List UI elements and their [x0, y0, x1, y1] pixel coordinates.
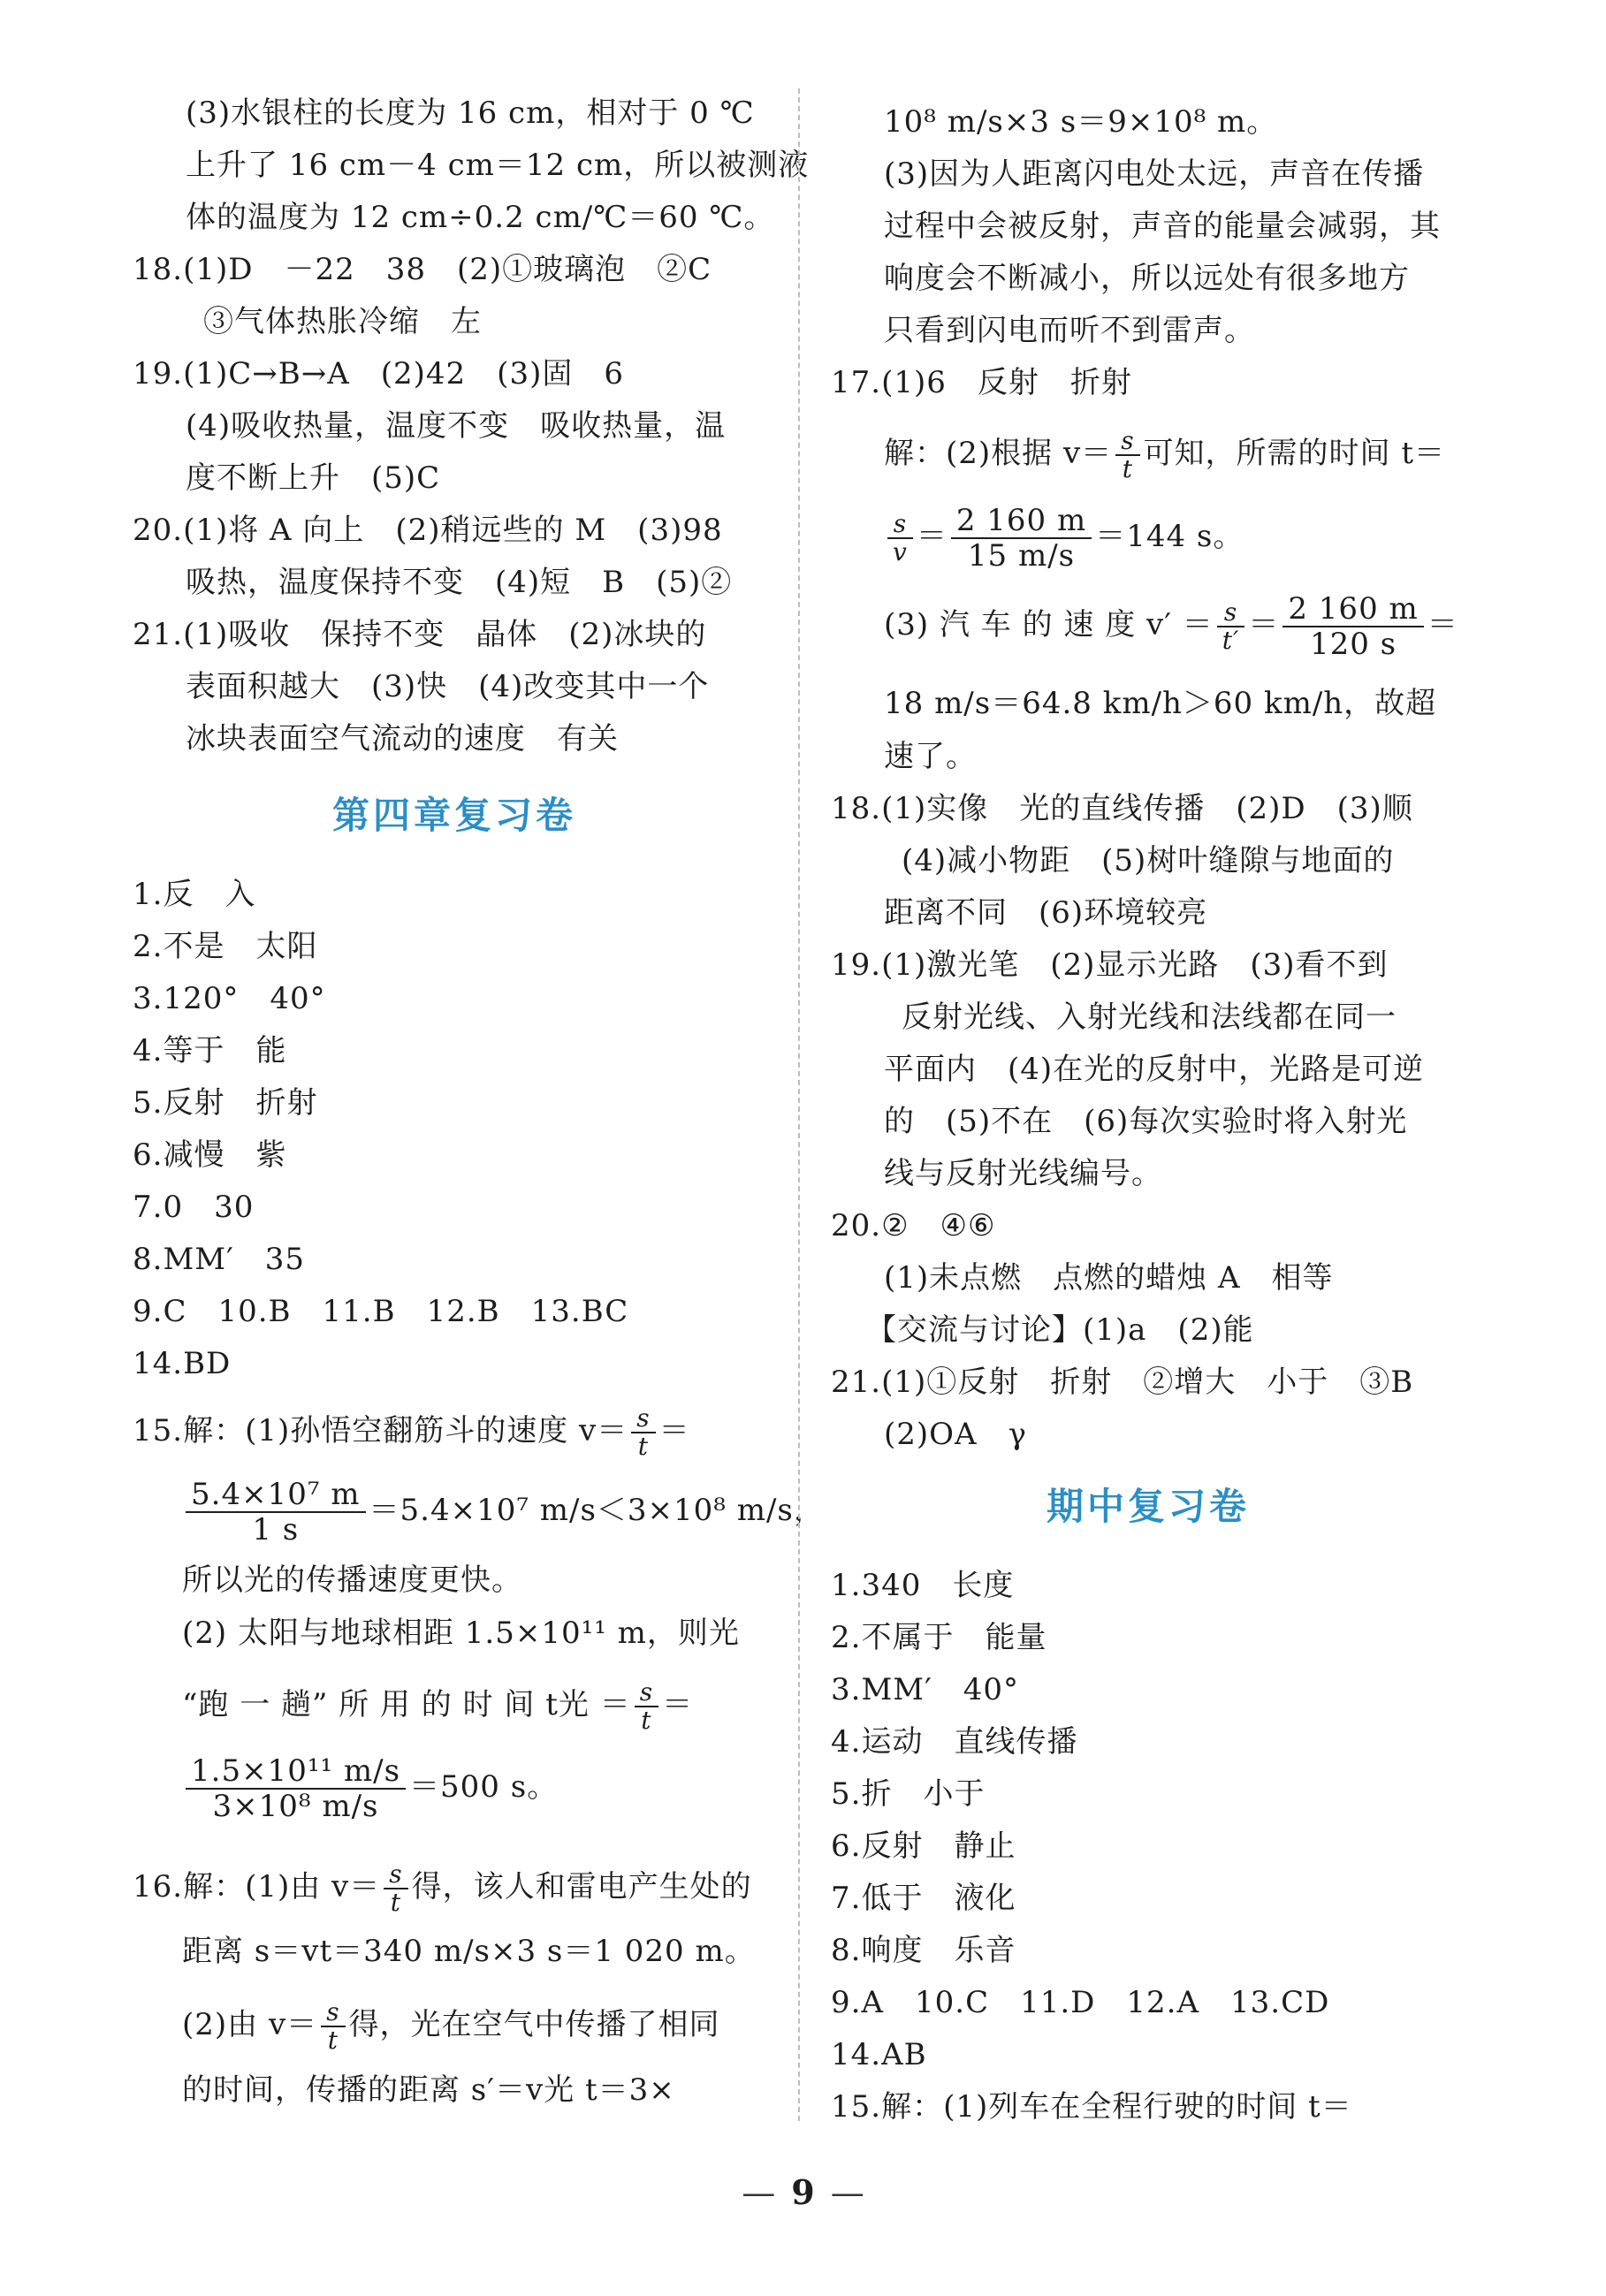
text-line: 【交流与讨论】(1)a (2)能 [866, 1312, 1254, 1348]
text-line: 过程中会被反射，声音的能量会减弱，其 [884, 209, 1441, 244]
text-line: 的时间，传播的距离 s′＝v光 t＝3× [182, 2072, 675, 2108]
answer-20: 20.(1)将 A 向上 (2)稍远些的 M (3)98 [133, 513, 723, 548]
answer-item: 8.MM′ 35 [133, 1242, 306, 1277]
dash-right: — [830, 2173, 864, 2212]
numerator: s [635, 1679, 658, 1707]
text-line: 距离不同 (6)环境较亮 [884, 895, 1208, 931]
answer-item: 6.减慢 紫 [133, 1137, 287, 1173]
denominator: v [893, 537, 908, 566]
answer-item: 3.MM′ 40° [831, 1672, 1020, 1707]
text-line: 18 m/s＝64.8 km/h＞60 km/h，故超 [884, 686, 1437, 721]
numerator: 2 160 m [1283, 592, 1423, 627]
text: ＝ [658, 1413, 690, 1448]
text-line: 10⁸ m/s×3 s＝9×10⁸ m。 [884, 104, 1278, 140]
text-line: 距离 s＝vt＝340 m/s×3 s＝1 020 m。 [182, 1934, 756, 1969]
answer-item: 3.120° 40° [133, 981, 326, 1016]
answer-15-line [182, 1754, 558, 1823]
numerator: 5.4×10⁷ m [186, 1478, 366, 1513]
answer-15-line [182, 1478, 825, 1547]
answer-16-line [133, 1861, 752, 1916]
text: ＝5.4×10⁷ m/s＜3×10⁸ m/s， [369, 1493, 825, 1528]
text-line: 线与反射光线编号。 [884, 1156, 1162, 1191]
column-divider [798, 88, 800, 2121]
text-line: 上升了 16 cm－4 cm＝12 cm，所以被测液 [186, 148, 810, 183]
chapter4-title: 第四章复习卷 [332, 794, 577, 837]
text: 可知，所需的时间 t＝ [1143, 436, 1446, 471]
denominator: 15 m/s [967, 538, 1076, 574]
fraction [1115, 428, 1139, 483]
page-number [0, 2172, 1606, 2212]
denominator: t [1122, 454, 1133, 483]
text-line: 速了。 [884, 739, 977, 774]
answer-item: 2.不属于 能量 [831, 1620, 1047, 1655]
fraction [951, 504, 1092, 573]
text-line: 体的温度为 12 cm÷0.2 cm/℃＝60 ℃。 [186, 200, 775, 235]
fraction [186, 1478, 366, 1547]
answer-item: 4.等于 能 [133, 1033, 287, 1068]
text: 得，该人和雷电产生处的 [411, 1869, 752, 1904]
answer-item: 8.响度 乐音 [831, 1933, 1016, 1968]
fraction [1217, 599, 1245, 654]
answer-17-line [884, 504, 1244, 573]
denominator: t [390, 1888, 402, 1917]
text: 得，光在空气中传播了相同 [348, 2007, 720, 2042]
fraction [186, 1754, 406, 1823]
text-line: 平面内 (4)在光的反射中，光路是可逆 [884, 1052, 1425, 1087]
equals: ＝ [1427, 607, 1458, 642]
answer-item: 14.AB [831, 2037, 927, 2072]
answer-17-line [884, 428, 1445, 483]
answer-item: 5.折 小于 [831, 1776, 986, 1812]
answer-18: 18.(1)实像 光的直线传播 (2)D (3)顺 [831, 791, 1413, 826]
text: 15.解：(1)孙悟空翻筋斗的速度 v＝ [133, 1413, 628, 1448]
denominator: t′ [1222, 626, 1240, 655]
text-line: (3)水银柱的长度为 16 cm，相对于 0 ℃ [186, 95, 755, 131]
answer-item: 9.C 10.B 11.B 12.B 13.BC [133, 1294, 629, 1329]
text-line: (4)减小物距 (5)树叶缝隙与地面的 [902, 843, 1395, 878]
text-line: 冰块表面空气流动的速度 有关 [186, 721, 619, 756]
denominator: t [641, 1706, 652, 1735]
text-line: (1)未点燃 点燃的蜡烛 A 相等 [884, 1260, 1334, 1296]
text: 解：(2)根据 v＝ [884, 436, 1113, 471]
text-line: 吸热，温度保持不变 (4)短 B (5)② [186, 565, 733, 600]
answer-item: 6.反射 静止 [831, 1828, 1016, 1864]
denominator: t [327, 2026, 339, 2055]
fraction [635, 1679, 658, 1734]
answer-17-line [884, 592, 1458, 661]
denominator: 3×10⁸ m/s [212, 1789, 379, 1824]
numerator: s [631, 1405, 655, 1433]
text-line: 所以光的传播速度更快。 [182, 1562, 522, 1598]
equals: ＝ [1248, 607, 1280, 642]
numerator: s [1217, 599, 1245, 627]
answer-item: 9.A 10.C 11.D 12.A 13.CD [831, 1985, 1330, 2020]
denominator: 1 s [252, 1512, 300, 1547]
numerator: s [887, 511, 913, 539]
denominator: 120 s [1309, 627, 1397, 662]
midterm-title: 期中复习卷 [1047, 1485, 1251, 1528]
text: (2)由 v＝ [182, 2007, 318, 2042]
text: ＝500 s。 [409, 1769, 559, 1805]
text-line: (4)吸收热量，温度不变 吸收热量，温 [186, 408, 727, 444]
text: 16.解：(1)由 v＝ [133, 1869, 381, 1904]
numerator: 2 160 m [951, 504, 1092, 539]
text-line: (2)OA γ [884, 1417, 1027, 1452]
answer-21: 21.(1)吸收 保持不变 晶体 (2)冰块的 [133, 617, 707, 652]
numerator: 1.5×10¹¹ m/s [186, 1754, 406, 1790]
numerator: s [1115, 428, 1139, 456]
text: (3) 汽 车 的 速 度 v′ ＝ [884, 607, 1214, 642]
answer-15-line [182, 1679, 693, 1734]
answer-20: 20.② ④⑥ [831, 1208, 996, 1243]
fraction [321, 1999, 345, 2054]
page-number-value: 9 [791, 2172, 815, 2212]
text-line: 表面积越大 (3)快 (4)改变其中一个 [186, 669, 710, 704]
dash-left: — [742, 2173, 776, 2212]
text: “跑 一 趟” 所 用 的 时 间 t光 ＝ [182, 1687, 631, 1722]
numerator: s [321, 1999, 345, 2027]
answer-item: 14.BD [133, 1346, 232, 1381]
text: ＝144 s。 [1095, 519, 1244, 554]
fraction [631, 1405, 655, 1460]
answer-item: 7.0 30 [133, 1190, 255, 1225]
text: ＝ [662, 1687, 694, 1722]
answer-item: 1.反 入 [133, 877, 256, 912]
text-line: 只看到闪电而听不到雷声。 [884, 313, 1255, 348]
answer-18: 18.(1)D －22 38 (2)①玻璃泡 ②C [133, 252, 712, 287]
text-line: 度不断上升 (5)C [186, 460, 441, 496]
text-line: (3)因为人距离闪电处太远，声音在传播 [884, 156, 1425, 192]
fraction [887, 511, 913, 566]
answer-item: 7.低于 液化 [831, 1881, 1016, 1916]
answer-17: 17.(1)6 反射 折射 [831, 365, 1132, 400]
denominator: t [637, 1432, 650, 1461]
answer-item: 4.运动 直线传播 [831, 1724, 1078, 1760]
text-line: (2) 太阳与地球相距 1.5×10¹¹ m，则光 [182, 1616, 740, 1651]
answer-item: 1.340 长度 [831, 1568, 1015, 1603]
answer-16-line [182, 1999, 720, 2054]
fraction [384, 1861, 407, 1916]
text-line: 的 (5)不在 (6)每次实验时将入射光 [884, 1104, 1408, 1139]
text-line: ③气体热胀冷缩 左 [203, 304, 482, 339]
text-line: 反射光线、入射光线和法线都在同一 [902, 1000, 1397, 1035]
text-line: 响度会不断减小，所以远处有很多地方 [884, 261, 1410, 296]
answer-15-line [133, 1405, 690, 1460]
answer-19: 19.(1)C→B→A (2)42 (3)固 6 [133, 356, 624, 392]
answer-item: 5.反射 折射 [133, 1085, 318, 1121]
fraction [1283, 592, 1423, 661]
answer-19: 19.(1)激光笔 (2)显示光路 (3)看不到 [831, 947, 1389, 983]
numerator: s [384, 1861, 407, 1889]
answer-item: 15.解：(1)列车在全程行驶的时间 t＝ [831, 2089, 1352, 2125]
answer-item: 2.不是 太阳 [133, 929, 318, 964]
equals: ＝ [916, 519, 948, 554]
answer-21: 21.(1)①反射 折射 ②增大 小于 ③B [831, 1365, 1414, 1400]
